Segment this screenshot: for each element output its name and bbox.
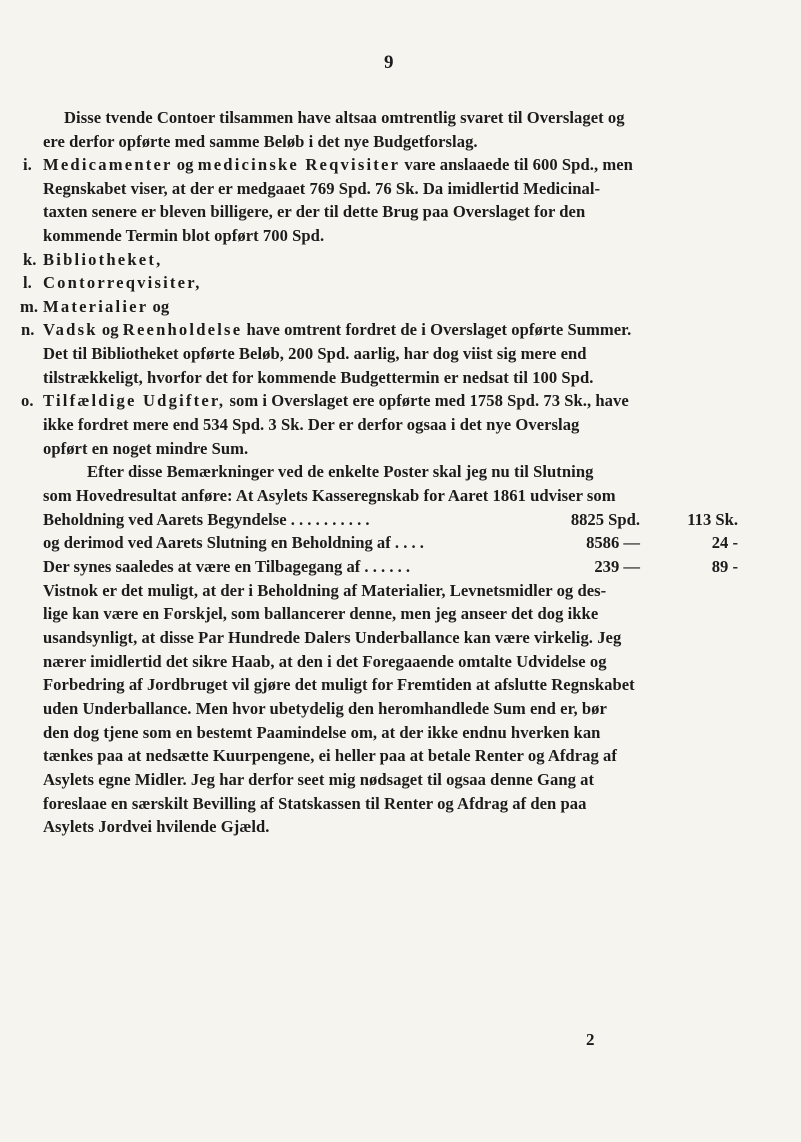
item-marker: n. — [21, 320, 35, 339]
table-cell-spd: 239 — — [594, 557, 640, 576]
text-span: have omtrent fordret de i Overslaget opførte Summer. — [242, 320, 632, 339]
text-line: tænkes paa at nedsætte Kuurpengene, ei heller paa at betale Renter og Afdrag af — [43, 746, 617, 765]
table-cell-sk: 24 - — [711, 533, 738, 552]
table-cell-sk: 113 Sk. — [687, 510, 738, 529]
spaced-heading: Tilfældige Udgifter, — [43, 391, 226, 410]
spaced-heading: Bibliotheket, — [43, 250, 163, 269]
list-item-k — [23, 250, 162, 270]
text-line: Regnskabet viser, at der er medgaaet 769 Spd. 76 Sk. Da imidlertid Medicinal- — [43, 179, 601, 198]
page-number-bottom: 2 — [586, 1030, 595, 1049]
text-span: og — [172, 155, 198, 174]
text-line: Vistnok er det muligt, at der i Beholdning af Materialier, Levnetsmidler og des- — [43, 581, 607, 600]
text-line: Forbedring af Jordbruget vil gjøre det muligt for Fremtiden at afslutte Regnskabet — [43, 675, 635, 694]
text-line: taxten senere er bleven billigere, er der til dette Brug paa Overslaget for den — [43, 202, 586, 221]
spaced-heading: Vadsk — [43, 320, 98, 339]
text-line: kommende Termin blot opført 700 Spd. — [43, 226, 325, 245]
text-span: vare anslaaede til 600 Spd., men — [400, 155, 633, 174]
text-line: uden Underballance. Men hvor ubetydelig den heromhandlede Sum end er, bør — [43, 699, 607, 718]
text-line: foreslaae en særskilt Bevilling af Statskassen til Renter og Afdrag af den paa — [43, 794, 587, 813]
text-line: nærer imidlertid det sikre Haab, at den i det Foregaaende omtalte Udvidelse og — [43, 652, 607, 671]
page-number-top: 9 — [384, 52, 394, 73]
spaced-heading: medicinske Reqvisiter — [197, 155, 401, 174]
spaced-heading: Contorreqvisiter, — [43, 273, 202, 292]
text-line: tilstrækkeligt, hvorfor det for kommende Budgettermin er nedsat til 100 Spd. — [43, 368, 594, 387]
item-marker: o. — [21, 391, 34, 410]
text-line: usandsynligt, at disse Par Hundrede Dalers Underballance kan være virkelig. Jeg — [43, 628, 622, 647]
text-line: ikke fordret mere end 534 Spd. 3 Sk. Der er derfor ogsaa i det nye Overslag — [43, 415, 580, 434]
list-item-m — [20, 297, 169, 317]
text-span: og — [97, 320, 123, 339]
item-marker: l. — [23, 273, 32, 292]
table-cell-spd: 8825 Spd. — [570, 510, 640, 529]
text-line: Efter disse Bemærkninger ved de enkelte Poster skal jeg nu til Slutning — [87, 462, 594, 481]
text-line: Det til Bibliotheket opførte Beløb, 200 Spd. aarlig, har dog viist sig mere end — [43, 344, 587, 363]
list-item-n — [21, 320, 631, 340]
item-marker: k. — [23, 250, 37, 269]
item-marker: i. — [23, 155, 32, 174]
item-marker: m. — [20, 297, 39, 316]
text-span: som i Overslaget ere opførte med 1758 Spd. 73 Sk., have — [225, 391, 629, 410]
text-line: den dog tjene som en bestemt Paamindelse om, at der ikke endnu hverken kan — [43, 723, 601, 742]
spaced-heading: Medicamenter — [43, 155, 173, 174]
table-row-label: Beholdning ved Aarets Begyndelse . . . . . . . . . . — [43, 510, 370, 529]
list-item-o — [21, 391, 629, 411]
text-span: og — [148, 297, 170, 316]
table-row-label: og derimod ved Aarets Slutning en Beholdning af . . . . — [43, 533, 424, 552]
spaced-heading: Materialier — [43, 297, 149, 316]
table-cell-spd: 8586 — — [586, 533, 640, 552]
text-line: Asylets egne Midler. Jeg har derfor seet mig nødsaget til ogsaa denne Gang at — [43, 770, 595, 789]
text-line: som Hovedresultat anføre: At Asylets Kasseregnskab for Aaret 1861 udviser som — [43, 486, 616, 505]
text-line: ere derfor opførte med samme Beløb i det nye Budgetforslag. — [43, 132, 478, 151]
table-row-label: Der synes saaledes at være en Tilbagegang af . . . . . . — [43, 557, 411, 576]
list-item-l — [23, 273, 202, 293]
text-line: Disse tvende Contoer tilsammen have altsaa omtrentlig svaret til Overslaget og — [64, 108, 625, 127]
text-line: Asylets Jordvei hvilende Gjæld. — [43, 817, 270, 836]
text-line: opført en noget mindre Sum. — [43, 439, 249, 458]
spaced-heading: Reenholdelse — [122, 320, 243, 339]
text-line: lige kan være en Forskjel, som ballancerer denne, men jeg anseer det dog ikke — [43, 604, 599, 623]
list-item-i — [23, 155, 783, 175]
table-cell-sk: 89 - — [711, 557, 738, 576]
